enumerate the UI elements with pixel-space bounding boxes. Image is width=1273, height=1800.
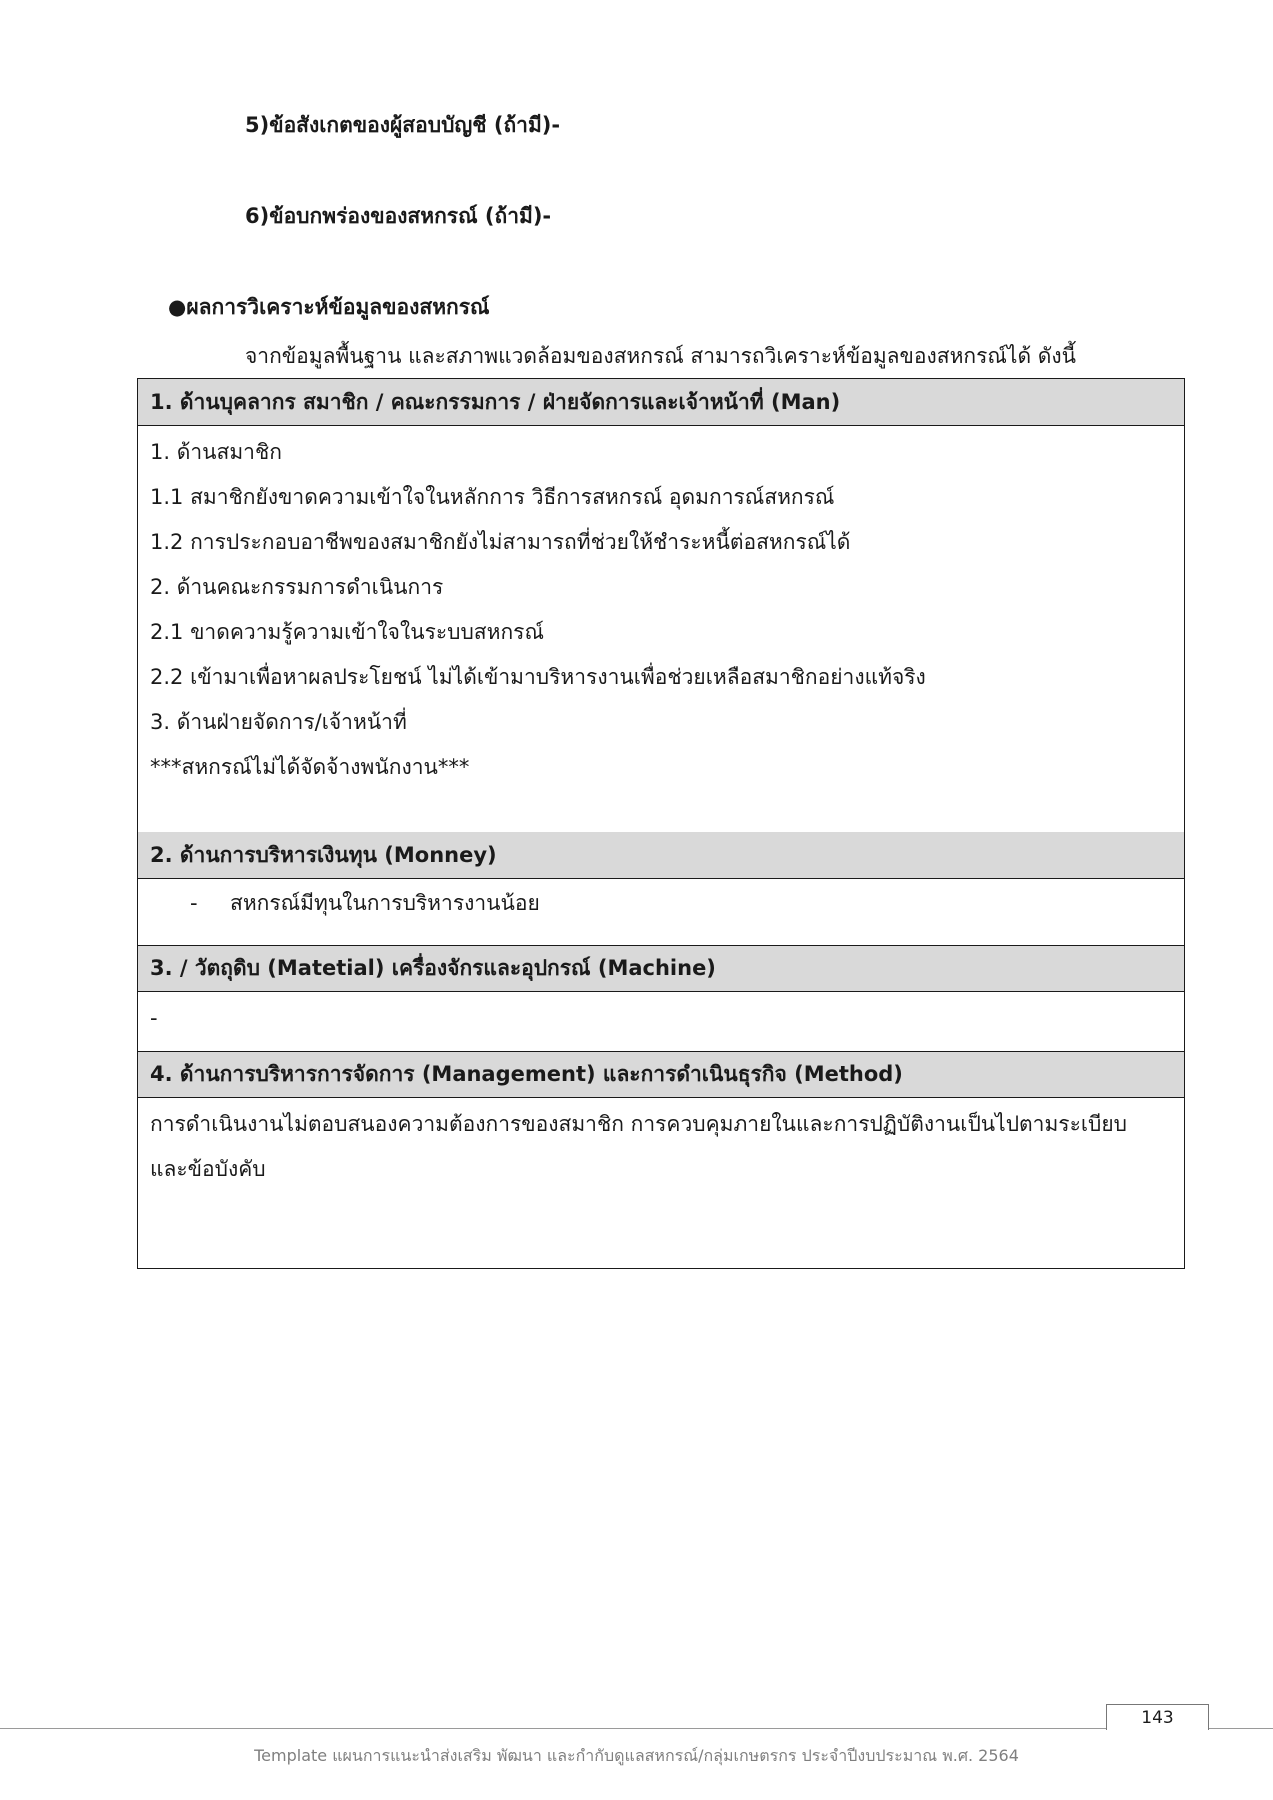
list-item: 2.2 เข้ามาเพื่อหาผลประโยชน์ ไม่ได้เข้ามาบริหารงานเพื่อช่วยเหลือสมาชิกอย่างแท้จริง [150,665,926,689]
section-machine-header: 3. / วัตถุดิบ (Matetial) เครื่องจักรและอุปกรณ์ (Machine) [138,945,1184,992]
section-money-body [138,879,1184,945]
footer-text: Template แผนการแนะนำส่งเสริม พัฒนา และกำกับดูแลสหกรณ์/กลุ่มเกษตรกร ประจำปีงบประมาณ พ.ศ. 2564 [254,1746,1019,1765]
list-item: 2.1 ขาดความรู้ความเข้าใจในระบบสหกรณ์ [150,620,544,644]
intro-paragraph: จากข้อมูลพื้นฐาน และสภาพแวดล้อมของสหกรณ์ สามารถวิเคราะห์ข้อมูลของสหกรณ์ได้ ดังนี้ [245,344,1077,368]
list-item: ***สหกรณ์ไม่ได้จัดจ้างพนักงาน*** [150,755,470,779]
heading-auditor-observations: 5)ข้อสังเกตของผู้สอบบัญชี (ถ้ามี)- [245,113,561,137]
section-machine-body [138,992,1184,1051]
section-management-body [138,1098,1184,1268]
analysis-table [137,378,1185,1269]
section-man-header: 1. ด้านบุคลากร สมาชิก / คณะกรรมการ / ฝ่ายจัดการและเจ้าหน้าที่ (Man) [138,379,1184,426]
section-management-header: 4. ด้านการบริหารการจัดการ (Management) และการดำเนินธุรกิจ (Method) [138,1051,1184,1098]
body-text: - [150,1006,158,1030]
list-item [150,883,1172,923]
list-item: 1.2 การประกอบอาชีพของสมาชิกยังไม่สามารถที่ช่วยให้ชำระหนี้ต่อสหกรณ์ได้ [150,530,851,554]
section-money-header: 2. ด้านการบริหารเงินทุน (Monney) [138,832,1184,879]
list-item-text: สหกรณ์มีทุนในการบริหารงานน้อย [230,891,540,915]
list-item: 2. ด้านคณะกรรมการดำเนินการ [150,575,444,599]
list-item: 1.1 สมาชิกยังขาดความเข้าใจในหลักการ วิธีการสหกรณ์ อุดมการณ์สหกรณ์ [150,485,835,509]
bullet-dash: - [190,891,198,915]
page-number: 143 [1106,1704,1209,1730]
body-text: การดำเนินงานไม่ตอบสนองความต้องการของสมาชิก การควบคุมภายในและการปฏิบัติงานเป็นไปตามระเบียบและข้อบังคับ [150,1112,1128,1181]
footer-divider [0,1728,1273,1729]
heading-cooperative-deficiencies: 6)ข้อบกพร่องของสหกรณ์ (ถ้ามี)- [245,204,552,228]
section-man-body [138,426,1184,832]
list-item: 1. ด้านสมาชิก [150,440,282,464]
list-item: 3. ด้านฝ่ายจัดการ/เจ้าหน้าที่ [150,710,407,734]
heading-analysis-results: ●ผลการวิเคราะห์ข้อมูลของสหกรณ์ [168,295,490,319]
